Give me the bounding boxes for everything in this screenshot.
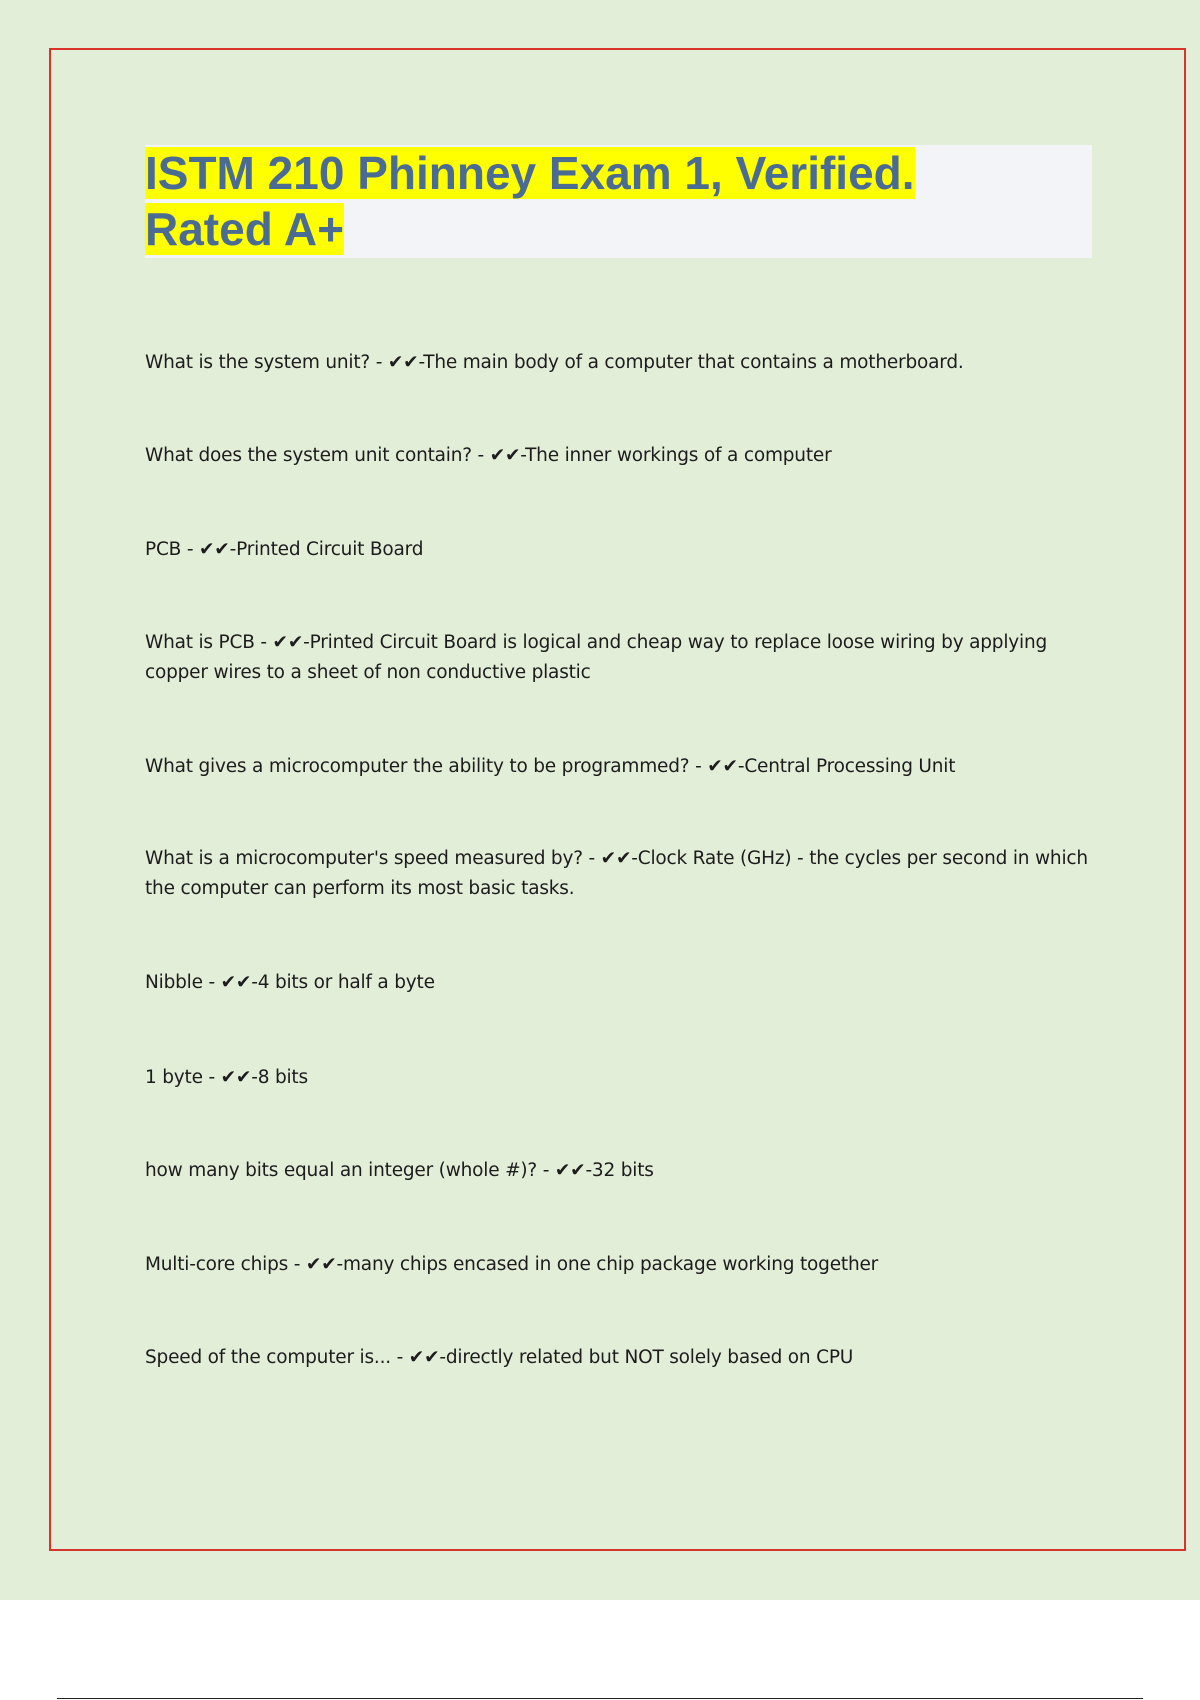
title-line-2: Rated A+ xyxy=(145,203,344,255)
qa-item-what-is-pcb: What is PCB - ✔✔-Printed Circuit Board is logical and cheap way to replace loose wiring by applying copper wires to a sheet of non conductive plastic xyxy=(145,632,1048,683)
qa-item-programmability: What gives a microcomputer the ability to be programmed? - ✔✔-Central Processing Unit xyxy=(145,756,956,777)
qa-item-nibble: Nibble - ✔✔-4 bits or half a byte xyxy=(145,972,435,993)
qa-item-pcb: PCB - ✔✔-Printed Circuit Board xyxy=(145,539,424,560)
qa-item-speed-measure: What is a microcomputer's speed measured by? - ✔✔-Clock Rate (GHz) - the cycles per second in which the computer can perform its most basic tasks. xyxy=(145,848,1088,899)
title-line-1: ISTM 210 Phinney Exam 1, Verified. xyxy=(145,147,915,199)
qa-item-computer-speed: Speed of the computer is... - ✔✔-directly related but NOT solely based on CPU xyxy=(145,1347,854,1368)
qa-item-byte: 1 byte - ✔✔-8 bits xyxy=(145,1067,308,1088)
qa-item-system-unit-contents: What does the system unit contain? - ✔✔-The inner workings of a computer xyxy=(145,445,832,466)
qa-item-system-unit: What is the system unit? - ✔✔-The main body of a computer that contains a motherboard. xyxy=(145,352,964,373)
footer-rule xyxy=(57,1698,1143,1699)
qa-item-multi-core: Multi-core chips - ✔✔-many chips encased in one chip package working together xyxy=(145,1254,879,1275)
qa-item-integer-bits: how many bits equal an integer (whole #)? - ✔✔-32 bits xyxy=(145,1160,654,1181)
document-title xyxy=(145,145,1005,257)
page-border xyxy=(49,48,1186,1551)
